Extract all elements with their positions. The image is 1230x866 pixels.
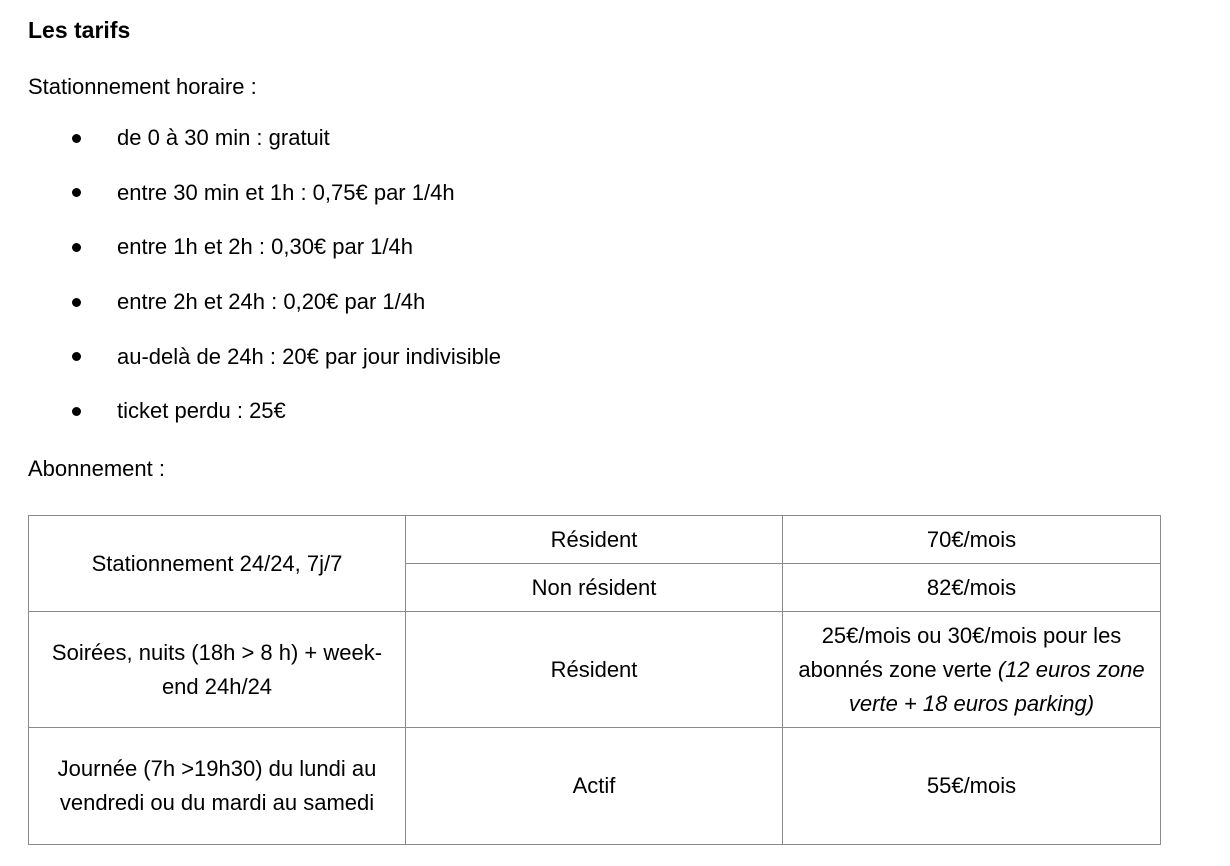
table-cell-category: Résident [406,516,783,564]
table-row [29,516,1161,564]
list-item-text: entre 30 min et 1h : 0,75€ par 1/4h [117,179,455,205]
list-item [28,275,501,330]
list-item-text: de 0 à 30 min : gratuit [117,125,330,151]
table-cell-type: Journée (7h >19h30) du lundi au vendredi ou du mardi au samedi [29,728,406,845]
table-cell-type: Soirées, nuits (18h > 8 h) + week-end 24h/24 [29,612,406,728]
table-cell-category: Résident [406,612,783,728]
bullet-icon [72,134,81,143]
page-title: Les tarifs [28,17,131,43]
hourly-heading: Stationnement horaire : [28,74,257,99]
table-row [29,728,1161,845]
price-note: (12 euros zone verte + 18 euros parking) [848,656,1145,716]
hourly-rates-list [28,111,501,439]
table-cell-price: 55€/mois [783,728,1161,845]
table-cell-price: 82€/mois [783,564,1161,612]
table-cell-type: Stationnement 24/24, 7j/7 [29,516,406,612]
price-text: 25€/mois ou 30€/mois pour les abonnés zone verte [798,622,1122,682]
bullet-icon [72,243,81,252]
list-item [28,329,501,384]
bullet-icon [72,298,81,307]
list-item-text: entre 1h et 2h : 0,30€ par 1/4h [117,234,414,260]
list-item [28,384,501,439]
list-item-text: ticket perdu : 25€ [117,398,286,424]
list-item [28,111,501,166]
table-cell-price [783,612,1161,728]
bullet-icon [72,352,81,361]
list-item [28,220,501,275]
table-row [29,612,1161,728]
list-item-text: au-delà de 24h : 20€ par jour indivisible [117,343,502,369]
subscription-heading: Abonnement : [28,456,165,481]
table-cell-category: Actif [406,728,783,845]
subscription-table [28,515,1161,845]
list-item [28,166,501,221]
list-item-text: entre 2h et 24h : 0,20€ par 1/4h [117,289,426,315]
table-cell-category: Non résident [406,564,783,612]
bullet-icon [72,407,81,416]
table-cell-price: 70€/mois [783,516,1161,564]
bullet-icon [72,188,81,197]
